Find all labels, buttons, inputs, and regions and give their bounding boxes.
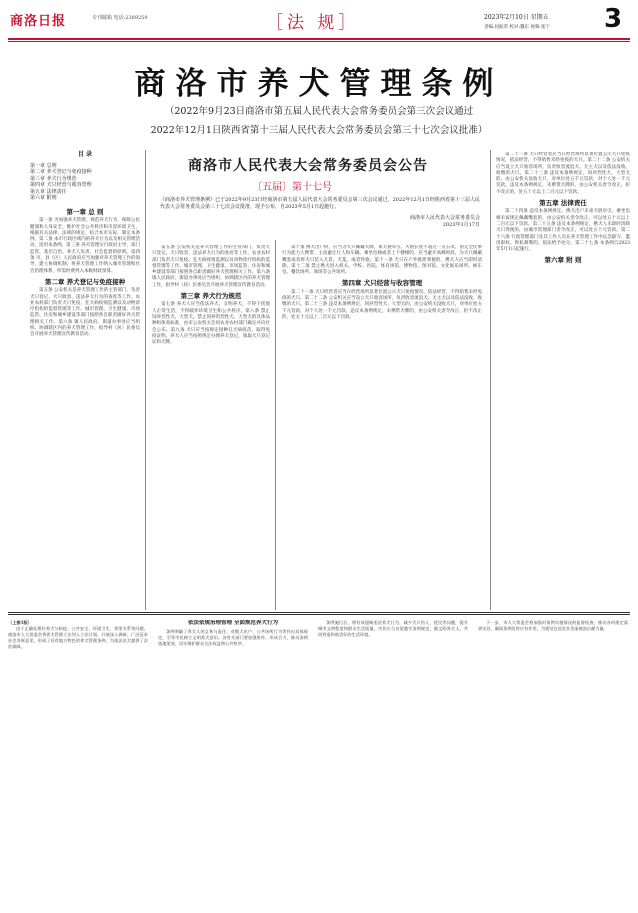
article-text: 第五条 公安机关是养犬管理工作的主管部门，负责犬只登记、犬只收容、违法养犬行为的查处等工作。农业农村部门负责犬只免疫、狂犬病疫情监测以及动物诊疗机构的监督管理等工作。城市管理、卫生健康、市场监管、住房和城乡建设等部门按照各自职责做好养犬管理相关工作。第六条 镇人民政府、街道办事处应当组织、协调辖区内的养犬管理工作，指导村（居）民委员会开展养犬管理宣传教育活动。 <box>30 288 140 338</box>
commentary-column-2 <box>158 620 308 905</box>
editor-credits: 责编:屈振荣 校对:魏东 视频:张宁 <box>484 25 550 30</box>
regulation-title: 商洛市养犬管理条例 <box>134 66 504 102</box>
commentary-text: 条例明确了养犬人的义务与责任，对携犬出户、公共场所行为等作出具体规定，引导市民树立文明养犬意识。各有关部门要加强协作，形成合力，推动条例落地见效，切实维护群众合法权益和公共秩序。 <box>158 629 308 646</box>
article-column-4 <box>496 152 630 607</box>
toc-item: 第一章 总则 <box>30 162 57 169</box>
toc-item: 第四章 犬只经营与收容管理 <box>30 182 92 188</box>
section-divider <box>8 612 630 613</box>
toc-heading: 目 录 <box>77 151 93 158</box>
commentary-column-4 <box>478 620 628 905</box>
column-divider <box>490 150 491 610</box>
toc-item: 第二章 养犬登记与免疫接种 <box>30 169 92 175</box>
toc-item: 第六章 附则 <box>30 195 57 201</box>
commentary-column-1 <box>8 620 148 905</box>
article-column-2 <box>152 245 270 605</box>
article-text: 第二十四条 违反本条例规定，携犬出户未束犬链牵引、乘坐电梯未按规定佩戴嘴套的，由公安机关责令改正，可以处五十元以上二百元以下罚款。第二十五条 违反本条例规定，携犬人未即时清除犬只粪便的，由城市管理部门责令改正，可以处五十元罚款。第二十六条 行政管理部门及其工作人员在养犬管理工作中玩忽职守、滥用职权、徇私舞弊的，依法给予处分。第二十七条 本条例自2023年5月1日起施行。 <box>496 209 630 253</box>
article-text: 第七条 养犬人应当依法养犬、文明养犬，不得干扰他人正常生活，不得破坏环境卫生和公共秩序。第八条 禁止饲养烈性犬、大型犬。禁止饲养的烈性犬、大型犬的具体品种和体高标准，由市公安机关会同农业农村部门确定并向社会公布。第九条 犬只应当按规定接种狂犬病疫苗，取得免疫证明。养犬人应当按照规定办理养犬登记，领取犬只登记证和犬牌。 <box>152 302 270 346</box>
article-column-3 <box>282 245 482 605</box>
column-divider <box>275 240 276 610</box>
announcement-signature <box>350 215 480 229</box>
newspaper-logo: 商洛日报 <box>10 14 67 29</box>
announcement-signer: 商洛市人民代表大会常务委员会 <box>409 215 480 221</box>
article-text: 第五条 公安机关是养犬管理工作的主管部门，负责犬只登记、犬只收容、违法养犬行为的查处等工作。农业农村部门负责犬只免疫、狂犬病疫情监测以及动物诊疗机构的监督管理等工作。城市管理、卫生健康、市场监管、住房和城乡建设等部门按照各自职责做好养犬管理相关工作。第六条 镇人民政府、街道办事处应当组织、协调辖区内的养犬管理工作，指导村（居）民委员会开展养犬管理宣传教育活动。 <box>152 245 270 288</box>
section-title: ［法 规］ <box>266 13 360 33</box>
continuation-label: （上接1版） <box>8 620 32 625</box>
toc-item: 第五章 法律责任 <box>30 188 67 195</box>
chapter-heading: 第六章 附 则 <box>544 256 582 265</box>
table-of-contents <box>30 152 140 202</box>
commentary-text: 条例施行后，将有效遏制违法养犬行为，减少犬只伤人、扰民等问题，提升城市文明程度和群众生活质量。市民应当自觉遵守条例规定，做文明养犬人，共同营造和谐美好的生活环境。 <box>318 620 468 637</box>
chapter-heading: 第一章 总 则 <box>66 208 104 216</box>
logo-subtitle: 专刊邮箱 电话:2389259 <box>92 15 148 21</box>
chapter-heading: 第三章 养犬行为规范 <box>180 292 242 301</box>
masthead-rule-thin <box>8 41 630 42</box>
chapter-heading: 第四章 犬只经营与收容管理 <box>341 279 423 288</box>
announcement-date: 2023年1月17日 <box>442 222 480 228</box>
article-text: 第二十一条 犬只经营者应当在经营场所显著位置公示犬只免疫情况，依法经营，不得销售未经免疫的犬只。第二十二条 公安机关应当设立犬只收容场所，负责收容流浪犬、无主犬以及依法没收、收缴的犬只。第二十三条 违反本条例规定，饲养烈性犬、大型犬的，由公安机关没收犬只，对单位处五千元罚款，对个人处一千元罚款。违反本条例规定，未携带犬牌的，由公安机关责令改正，拒不改正的，处五十元以上二百元以下罚款。 <box>282 289 482 320</box>
commentary-column-3 <box>318 620 468 905</box>
section-divider <box>8 614 630 615</box>
chapter-heading: 第二章 养犬登记与免疫接种 <box>44 277 126 286</box>
announcement-title: 商洛市人民代表大会常务委员会公告 <box>188 158 428 174</box>
column-divider <box>145 150 146 610</box>
announcement-number: 〔五届〕第十七号 <box>252 182 332 193</box>
regulation-subtitle-2: 2022年12月1日陕西省第十三届人民代表大会常务委员会第三十七次会议批准） <box>150 125 488 136</box>
commentary-text: 下一步，市人大常委会将加强对条例实施情况的监督检查，推动各项规定落到实处，确保条例发挥应有作用，为建设宜居宜业美丽商洛贡献力量。 <box>478 620 628 631</box>
article-text: 第二十一条 犬只经营者应当在经营场所显著位置公示犬只免疫情况，依法经营，不得销售未经免疫的犬只。第二十二条 公安机关应当设立犬只收容场所，负责收容流浪犬、无主犬以及依法没收、收缴的犬只。第二十三条 违反本条例规定，饲养烈性犬、大型犬的，由公安机关没收犬只，对单位处五千元罚款，对个人处一千元罚款。违反本条例规定，未携带犬牌的，由公安机关责令改正，拒不改正的，处五十元以上二百元以下罚款。 <box>496 152 630 195</box>
article-text: 第十条 携犬出户时，应当为犬只佩戴犬牌，束犬链牵引，犬链长度不超过一点五米，由完全民事行为能力人携带，主动避让行人和车辆。乘坐电梯或者上下楼梯的，应当避开高峰时段，为犬只佩戴嘴套或者将犬只装入犬袋、犬笼，或者怀抱。第十一条 犬只在户外排泄粪便的，携犬人应当即时清除。第十二条 禁止携犬进入机关、学校、医院、体育场馆、博物馆、图书馆、文化娱乐场所、候车室、餐饮场所、商场等公共场所。 <box>282 245 482 276</box>
article-text: 第一条 为加强养犬管理，规范养犬行为，保障公民健康和人身安全，维护社会公共秩序和市容环境卫生，根据有关法律、法规的规定，结合本市实际，制定本条例。第二条 本市行政区域内的养犬行为以及相关管理活动，适用本条例。第三条 养犬管理实行政府主导、部门监管、基层自治、养犬人负责、社会监督的原则。第四条 市、县（区）人民政府应当加强对养犬管理工作的领导，建立协调机制，将养犬管理工作纳入城市管理和社会治理体系，所需经费列入本级财政预算。 <box>30 218 140 274</box>
issue-date: 2023年2月10日 星期五 <box>484 14 549 21</box>
page-number: 3 <box>604 4 623 34</box>
commentary-heading: 依法依规治理管理 全面规范养犬行为 <box>188 620 278 626</box>
regulation-subtitle-1: （2022年9月23日商洛市第五届人民代表大会常务委员会第三次会议通过 <box>164 106 474 117</box>
article-column-1 <box>30 205 140 605</box>
commentary-text: 由于正确处理好养犬与防疫、公共安全、环境卫生、邻里关系等问题，商洛市人大常委会将养犬管理立法列入立法计划，开展深入调研，广泛征求社会各界意见，形成了具有地方特色的养犬管理条例，为依法治犬提供了法治保障。 <box>8 626 148 649</box>
announcement-text: 《商洛市养犬管理条例》已于2022年9月23日经商洛市第五届人民代表大会常务委员会第三次会议通过，2022年12月1日经陕西省第十三届人民代表大会常务委员会第三十七次会议批准，现予公布，自2023年5月1日起施行。 <box>160 197 480 210</box>
chapter-heading: 第五章 法律责任 <box>539 199 587 208</box>
toc-item: 第三章 养犬行为规范 <box>30 175 77 182</box>
masthead-rule <box>8 38 630 40</box>
